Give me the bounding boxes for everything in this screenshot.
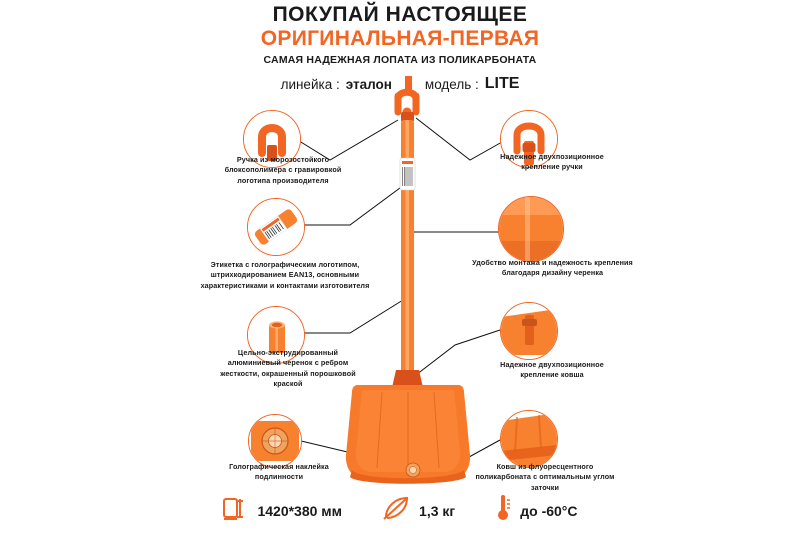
callout-handle-grip: Ручка из морозостойкого блоксополимера с гравировкой логотипа производителя — [224, 155, 342, 185]
divider-bar-icon — [405, 76, 412, 92]
callout-scoop-material: Ковш из флуоресцентного поликарбоната с оптимальным углом заточки — [475, 462, 615, 492]
connector-handle-grip — [296, 120, 398, 160]
model-value: LITE — [484, 75, 520, 93]
callout-handle-mount: Надежное двухпозиционное крепление ручки — [500, 152, 604, 172]
headline-primary: ПОКУПАЙ НАСТОЯЩЕЕ — [272, 3, 528, 26]
thumb-shaft-closeup-icon — [498, 196, 564, 262]
thermometer-icon — [495, 494, 511, 527]
spec-weight-value: 1,3 кг — [419, 502, 456, 519]
series-label: линейка : — [280, 76, 340, 92]
spec-temperature — [495, 494, 577, 527]
headline-secondary: ОРИГИНАЛЬНАЯ-ПЕРВАЯ — [260, 27, 540, 51]
product-line-row — [0, 75, 800, 93]
header — [0, 0, 800, 93]
model-label: модель : — [424, 76, 479, 92]
feather-icon — [382, 495, 410, 526]
callout-shaft-design: Удобство монтажа и надежность крепления благодаря дизайну черенка — [472, 258, 633, 278]
thumb-label-tube-icon — [247, 198, 305, 256]
connector-label-hologram — [300, 185, 404, 225]
callout-shaft: Цельно-экструдированный алюминиевый черенок с ребром жесткости, окрашенный порошковой краской — [220, 348, 356, 389]
ruler-icon — [222, 495, 248, 526]
spec-weight — [382, 495, 455, 526]
thumb-scoop-mount-icon — [500, 302, 558, 360]
spec-bar — [0, 494, 800, 527]
callout-auth-sticker: Голографическая наклейка подлинности — [229, 462, 329, 482]
series-value: эталон — [345, 76, 392, 92]
spec-temperature-value: до -60°C — [520, 502, 578, 519]
thumb-hologram-sticker-icon — [248, 414, 302, 468]
thumb-scoop-edge-icon — [500, 410, 558, 468]
callout-label-hologram: Этикетка с голографическим логотипом, штрихкодированием EAN13, основными характеристиками и контактами изготовителя — [200, 260, 370, 290]
callout-scoop-mount: Надежное двухпозиционное крепление ковша — [500, 360, 604, 380]
connector-shaft — [299, 300, 403, 333]
headline-tagline: САМАЯ НАДЕЖНАЯ ЛОПАТА ИЗ ПОЛИКАРБОНАТА — [263, 54, 537, 67]
spec-dimensions — [222, 495, 342, 526]
spec-dimensions-value: 1420*380 мм — [257, 502, 343, 519]
